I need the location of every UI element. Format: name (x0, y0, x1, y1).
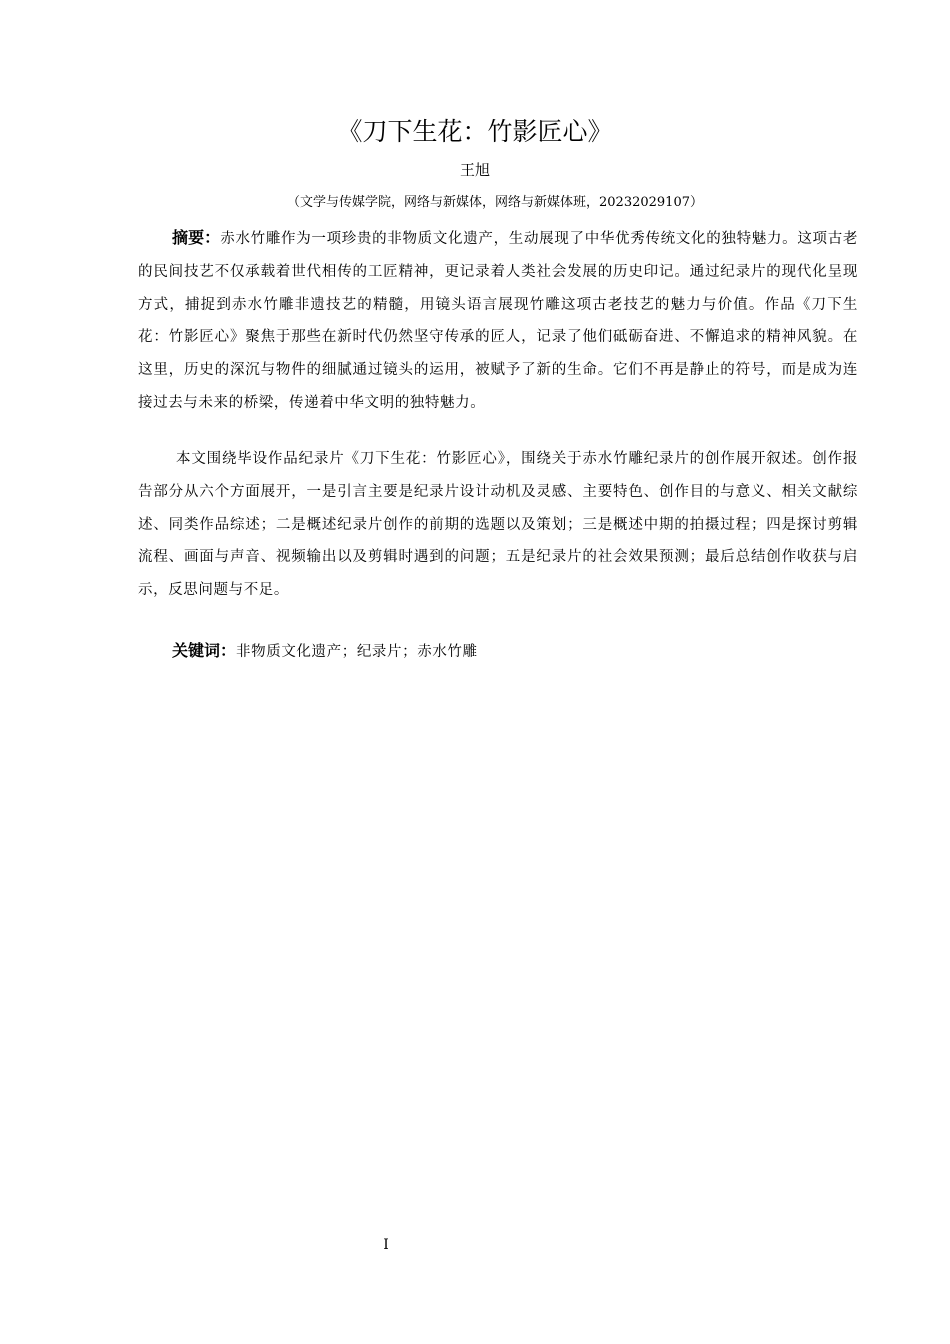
abstract-text: 赤水竹雕作为一项珍贵的非物质文化遗产，生动展现了中华优秀传统文化的独特魅力。这项古老的民间技艺不仅承载着世代相传的工匠精神，更记录着人类社会发展的历史印记。通过纪录片的现代化呈现方式，捕捉到赤水竹雕非遗技艺的精髓，用镜头语言展现竹雕这项古老技艺的魅力与价值。作品《刀下生花：竹影匠心》聚焦于那些在新时代仍然坚守传承的匠人，记录了他们砥砺奋进、不懈追求的精神风貌。在这里，历史的深沉与物件的细腻通过镜头的运用，被赋予了新的生命。它们不再是静止的符号，而是成为连接过去与未来的桥梁，传递着中华文明的独特魅力。 (138, 231, 858, 411)
author-affiliation: （文学与传媒学院，网络与新媒体，网络与新媒体班，20232029107） (287, 195, 703, 210)
document-title: 《刀下生花：竹影匠心》 (337, 117, 613, 146)
abstract-paragraph (138, 222, 858, 420)
abstract-paragraph-2: 本文围绕毕设作品纪录片《刀下生花：竹影匠心》，围绕关于赤水竹雕纪录片的创作展开叙述。创作报告部分从六个方面展开，一是引言主要是纪录片设计动机及灵感、主要特色、创作目的与意义、相关文献综述、同类作品综述；二是概述纪录片创作的前期的选题以及策划；三是概述中期的拍摄过程；四是探讨剪辑流程、画面与声音、视频输出以及剪辑时遇到的问题；五是纪录片的社会效果预测；最后总结创作收获与启示，反思问题与不足。 (138, 451, 858, 599)
page-number: I (383, 1237, 389, 1253)
keywords-label: 关键词： (172, 641, 237, 660)
abstract-label: 摘要： (172, 228, 221, 247)
keywords-line (172, 636, 858, 667)
keywords-text: 非物质文化遗产；纪录片；赤水竹雕 (236, 644, 478, 660)
author-name: 王旭 (459, 161, 490, 179)
